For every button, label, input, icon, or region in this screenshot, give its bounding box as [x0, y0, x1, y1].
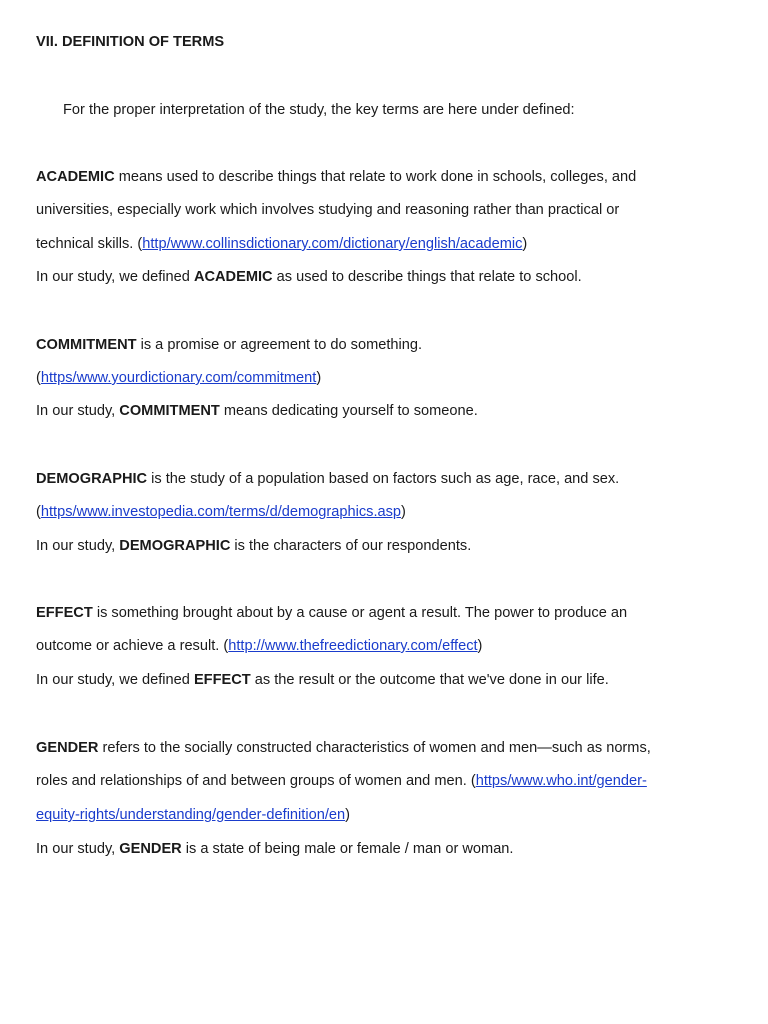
gender-study-term: GENDER: [119, 841, 182, 857]
effect-study-suffix: as the result or the outcome that we've done in our life.: [250, 672, 609, 688]
gender-term: GENDER: [36, 740, 99, 756]
gender-source-link-part-2[interactable]: equity-rights/understanding/gender-definition/en: [36, 807, 346, 823]
commitment-definition-line-1: [36, 336, 422, 354]
commitment-study-definition: [36, 402, 478, 420]
commitment-source-link[interactable]: https/www.yourdictionary.com/commitment: [40, 370, 317, 386]
demographic-def-text-1: is the study of a population based on factors such as age, race, and sex.: [147, 471, 620, 487]
academic-term: ACADEMIC: [36, 169, 115, 185]
intro-paragraph: For the proper interpretation of the study, the key terms are here under defined:: [63, 102, 575, 118]
demographic-open-paren: (: [36, 504, 41, 520]
gender-study-suffix: is a state of being male or female / man or woman.: [181, 841, 514, 857]
academic-close-paren: ): [522, 236, 528, 252]
gender-close-paren: ): [345, 807, 350, 823]
commitment-close-paren: ): [316, 370, 322, 386]
demographic-definition-line-1: [36, 470, 619, 488]
academic-study-term: ACADEMIC: [193, 269, 273, 285]
demographic-study-prefix: In our study,: [36, 538, 120, 554]
demographic-study-suffix: is the characters of our respondents.: [230, 538, 472, 554]
effect-definition-line-2: [36, 637, 482, 655]
academic-study-suffix: as used to describe things that relate to school.: [272, 269, 582, 285]
effect-close-paren: ): [477, 638, 483, 654]
demographic-study-definition: [36, 537, 471, 555]
academic-def-text-3: technical skills. (: [36, 236, 143, 252]
effect-source-link[interactable]: http://www.thefreedictionary.com/effect: [228, 638, 478, 654]
gender-def-text-2: roles and relationships of and between groups of women and men. (: [36, 773, 476, 789]
gender-definition-line-2: [36, 772, 647, 790]
demographic-source-line: [36, 503, 406, 521]
gender-study-definition: [36, 840, 513, 858]
effect-study-term: EFFECT: [193, 672, 251, 688]
effect-study-prefix: In our study, we defined: [36, 672, 194, 688]
gender-definition-line-3: [36, 806, 350, 824]
effect-definition-line-1: [36, 604, 627, 622]
section-heading: VII. DEFINITION OF TERMS: [36, 34, 225, 50]
demographic-term: DEMOGRAPHIC: [36, 471, 148, 487]
commitment-study-suffix: means dedicating yourself to someone.: [219, 403, 478, 419]
academic-study-prefix: In our study, we defined: [36, 269, 194, 285]
effect-term: EFFECT: [36, 605, 93, 621]
demographic-source-link[interactable]: https/www.investopedia.com/terms/d/demographics.asp: [40, 504, 402, 520]
academic-definition-line-2: universities, especially work which involves studying and reasoning rather than practical or: [36, 202, 620, 218]
commitment-term: COMMITMENT: [36, 337, 137, 353]
effect-def-text-1: is something brought about by a cause or agent a result. The power to produce an: [92, 605, 628, 621]
academic-definition-line-1: [36, 168, 636, 186]
effect-def-text-2: outcome or achieve a result. (: [36, 638, 229, 654]
demographic-close-paren: ): [401, 504, 406, 520]
demographic-study-term: DEMOGRAPHIC: [119, 538, 231, 554]
commitment-open-paren: (: [36, 370, 41, 386]
commitment-source-line: [36, 369, 321, 387]
commitment-def-text-1: is a promise or agreement to do something.: [136, 337, 423, 353]
gender-study-prefix: In our study,: [36, 841, 120, 857]
gender-source-link-part-1[interactable]: https/www.who.int/gender-: [475, 773, 647, 789]
academic-definition-line-3: [36, 235, 527, 253]
effect-study-definition: [36, 671, 609, 689]
gender-def-text-1: refers to the socially constructed characteristics of women and men—such as norms,: [98, 740, 651, 756]
academic-source-link[interactable]: http/www.collinsdictionary.com/dictionary/english/academic: [142, 236, 523, 252]
commitment-study-prefix: In our study,: [36, 403, 120, 419]
academic-study-definition: [36, 268, 582, 286]
academic-def-text-1: means used to describe things that relate to work done in schools, colleges, and: [114, 169, 637, 185]
gender-definition-line-1: [36, 739, 651, 757]
commitment-study-term: COMMITMENT: [119, 403, 220, 419]
